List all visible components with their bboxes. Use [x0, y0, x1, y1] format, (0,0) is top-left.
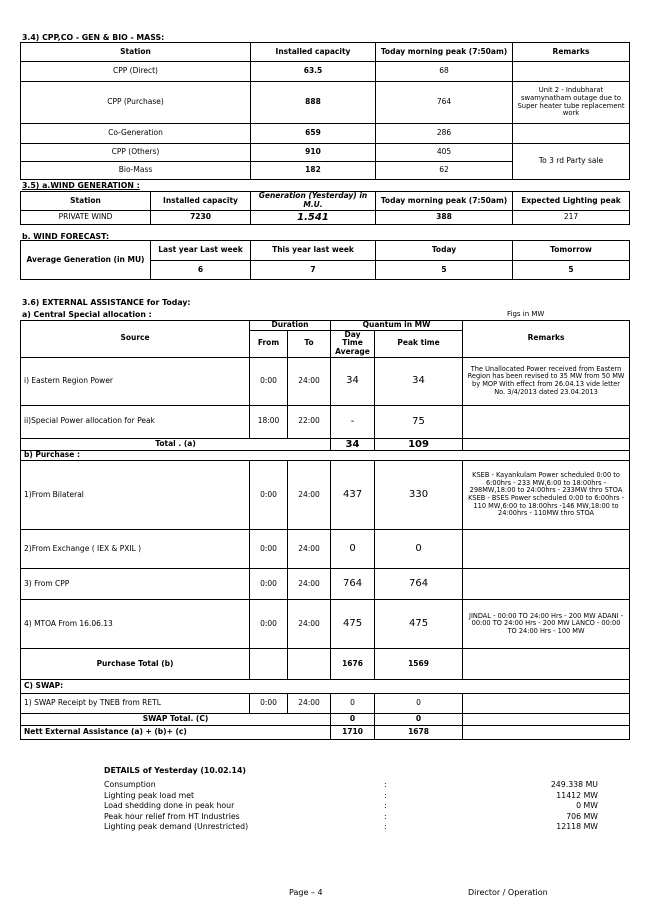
to-time: 24:00: [288, 569, 331, 600]
to-time: 24:00: [288, 530, 331, 569]
header-from: From: [250, 330, 288, 357]
wind-forecast-title: b. WIND FORECAST:: [22, 232, 110, 241]
forecast-value: 7: [251, 261, 376, 280]
to-time: 24:00: [288, 357, 331, 405]
page-number: Page – 4: [289, 888, 323, 897]
capacity-value: 659: [251, 124, 376, 144]
station-name: CPP (Purchase): [21, 82, 251, 124]
station-name: CPP (Direct): [21, 62, 251, 82]
forecast-value: 5: [513, 261, 630, 280]
detail-separator: :: [384, 822, 387, 831]
peak-value: 0: [375, 530, 463, 569]
forecast-value: 5: [376, 261, 513, 280]
table-row: [21, 569, 630, 600]
header-morning-peak: Today morning peak (7:50am): [376, 192, 513, 211]
to-time: 22:00: [288, 405, 331, 438]
source-name: 2)From Exchange ( IEX & PXIL ): [21, 530, 250, 569]
list-item: [104, 812, 598, 823]
source-name: 1)From Bilateral: [21, 461, 250, 530]
table-row: [21, 530, 630, 569]
external-assistance-table: [20, 320, 630, 740]
source-name: ii)Special Power allocation for Peak: [21, 405, 250, 438]
header-expected-peak: Expected Lighting peak: [513, 192, 630, 211]
header-duration: Duration: [250, 321, 331, 331]
day-value: 764: [331, 569, 375, 600]
section-3-4-title: 3.4) CPP,CO - GEN & BIO - MASS:: [22, 33, 165, 42]
from-time: 0:00: [250, 357, 288, 405]
table-row: [21, 82, 630, 124]
total-b-day: 1676: [331, 649, 375, 680]
remark: Unit 2 - Indubharat swamynatham outage due to Super heater tube replacement work: [513, 82, 630, 124]
header-tomorrow: Tomorrow: [513, 241, 630, 261]
remark: [513, 124, 630, 144]
peak-value: 68: [376, 62, 513, 82]
list-item: [104, 822, 598, 833]
peak-value: 75: [375, 405, 463, 438]
capacity-value: 182: [251, 162, 376, 180]
remark: To 3 rd Party sale: [513, 144, 630, 180]
detail-value: 12118 MW: [556, 822, 598, 831]
peak-value: 405: [376, 144, 513, 162]
remark: [463, 405, 630, 438]
from-time: 18:00: [250, 405, 288, 438]
details-title: DETAILS of Yesterday (10.02.14): [104, 766, 246, 775]
section-3-5-title: 3.5) a.WIND GENERATION :: [22, 181, 140, 190]
from-time: 0:00: [250, 694, 288, 714]
to-time: 24:00: [288, 600, 331, 649]
remark: [463, 530, 630, 569]
remark: [513, 62, 630, 82]
peak-value: 286: [376, 124, 513, 144]
total-b-peak: 1569: [375, 649, 463, 680]
detail-value: 11412 MW: [556, 790, 598, 800]
detail-separator: :: [384, 790, 387, 800]
table-row: [21, 357, 630, 405]
total-b-row: [21, 649, 630, 680]
list-item: [104, 780, 598, 791]
remark: The Unallocated Power received from Eastern Region has been revised to 35 MW from 50 MW by MOP With effect from 26.04.13 vide letter No. 3/4/2013 dated 23.04.2013: [463, 357, 630, 405]
detail-label: Consumption: [104, 780, 156, 789]
capacity-value: 888: [251, 82, 376, 124]
header-today: Today: [376, 241, 513, 261]
peak-value: 62: [376, 162, 513, 180]
header-morning-peak: Today morning peak (7:50am): [376, 43, 513, 62]
central-allocation-subtitle: a) Central Special allocation :: [22, 310, 152, 319]
detail-value: 706 MW: [566, 811, 598, 821]
source-name: 3) From CPP: [21, 569, 250, 600]
detail-separator: :: [384, 801, 387, 810]
header-station: Station: [21, 43, 251, 62]
table-row: [21, 124, 630, 144]
from-time: 0:00: [250, 530, 288, 569]
header-to: To: [288, 330, 331, 357]
header-source: Source: [21, 321, 250, 358]
remark: [463, 569, 630, 600]
table-row: [21, 405, 630, 438]
remark: KSEB - Kayankulam Power scheduled 0:00 to 6:00hrs - 233 MW,6:00 to 18:00hrs - 298MW,18:00 to 24:00hrs - 233MW thro STOA KSEB - BSES Power scheduled 0:00 to 6:00hrs - 110 MW,6:00 to 18:00hrs -146 MW,18:00 to 24:00hrs - 110MW thro STOA: [463, 461, 630, 530]
total-c-day: 0: [331, 714, 375, 726]
total-a-label: Total . (a): [21, 438, 331, 451]
details-table: [104, 780, 598, 833]
to-time: 24:00: [288, 461, 331, 530]
source-name: 4) MTOA From 16.06.13: [21, 600, 250, 649]
detail-label: Lighting peak load met: [104, 790, 195, 800]
detail-label: Load shedding done in peak hour: [104, 801, 235, 810]
header-day-time: Day Time Average: [331, 330, 375, 357]
station-name: Bio-Mass: [21, 162, 251, 180]
swap-subtitle: C) SWAP:: [21, 680, 630, 694]
table-row: [21, 62, 630, 82]
header-installed-capacity: Installed capacity: [151, 192, 251, 211]
header-last-year: Last year Last week: [151, 241, 251, 261]
peak-value: 0: [375, 694, 463, 714]
station-name: CPP (Others): [21, 144, 251, 162]
purchase-subtitle: b) Purchase :: [21, 451, 630, 461]
header-peak-time: Peak time: [375, 330, 463, 357]
table-row: [21, 461, 630, 530]
section-3-6-title: 3.6) EXTERNAL ASSISTANCE for Today:: [22, 298, 191, 307]
nett-label: Nett External Assistance (a) + (b)+ (c): [21, 726, 331, 740]
cpp-table: [20, 42, 630, 180]
remark: JINDAL - 00:00 TO 24:00 Hrs - 200 MW ADANI - 00:00 TO 24:00 Hrs - 200 MW LANCO - 00:00 TO 24:00 Hrs - 100 MW: [463, 600, 630, 649]
wind-forecast-table: [20, 240, 630, 280]
header-this-year: This year last week: [251, 241, 376, 261]
to-time: 24:00: [288, 694, 331, 714]
from-time: 0:00: [250, 461, 288, 530]
nett-day: 1710: [331, 726, 375, 740]
peak-value: 475: [375, 600, 463, 649]
nett-assistance-row: [21, 726, 630, 740]
peak-value: 34: [375, 357, 463, 405]
peak-value: 330: [375, 461, 463, 530]
detail-separator: :: [384, 780, 387, 789]
source-name: 1) SWAP Receipt by TNEB from RETL: [21, 694, 250, 714]
peak-value: 388: [376, 211, 513, 225]
from-time: 0:00: [250, 569, 288, 600]
header-installed-capacity: Installed capacity: [251, 43, 376, 62]
total-b-label: Purchase Total (b): [21, 649, 250, 680]
header-station: Station: [21, 192, 151, 211]
table-row: [21, 144, 630, 162]
table-row: [21, 211, 630, 225]
from-time: 0:00: [250, 600, 288, 649]
header-remarks: Remarks: [463, 321, 630, 358]
station-name: PRIVATE WIND: [21, 211, 151, 225]
list-item: [104, 791, 598, 802]
detail-separator: :: [384, 811, 387, 821]
detail-label: Lighting peak demand (Unrestricted): [104, 822, 249, 831]
wind-generation-table: [20, 191, 630, 225]
header-remarks: Remarks: [513, 43, 630, 62]
day-value: 475: [331, 600, 375, 649]
average-generation-label: Average Generation (in MU): [21, 241, 151, 280]
total-c-row: [21, 714, 630, 726]
detail-value: 249.338 MU: [550, 780, 598, 789]
signature-line: Director / Operation: [468, 888, 548, 897]
day-value: 437: [331, 461, 375, 530]
total-c-label: SWAP Total. (C): [21, 714, 331, 726]
units-note: Figs in MW: [507, 310, 545, 318]
detail-value: 0 MW: [576, 801, 598, 810]
total-a-row: [21, 438, 630, 451]
day-value: 0: [331, 530, 375, 569]
expected-value: 217: [513, 211, 630, 225]
day-value: 0: [331, 694, 375, 714]
station-name: Co-Generation: [21, 124, 251, 144]
capacity-value: 7230: [151, 211, 251, 225]
day-value: 34: [331, 357, 375, 405]
forecast-value: 6: [151, 261, 251, 280]
table-row: [21, 694, 630, 714]
header-quantum: Quantum in MW: [331, 321, 463, 331]
day-value: -: [331, 405, 375, 438]
list-item: [104, 801, 598, 812]
total-c-peak: 0: [375, 714, 463, 726]
header-generation-yesterday: Generation (Yesterday) in M.U.: [251, 192, 376, 211]
total-a-day: 34: [331, 438, 375, 451]
table-row: [21, 600, 630, 649]
nett-peak: 1678: [375, 726, 463, 740]
capacity-value: 63.5: [251, 62, 376, 82]
generation-value: 1.541: [251, 211, 376, 225]
peak-value: 764: [376, 82, 513, 124]
capacity-value: 910: [251, 144, 376, 162]
total-a-peak: 109: [375, 438, 463, 451]
source-name: i) Eastern Region Power: [21, 357, 250, 405]
peak-value: 764: [375, 569, 463, 600]
detail-label: Peak hour relief from HT Industries: [104, 811, 240, 821]
